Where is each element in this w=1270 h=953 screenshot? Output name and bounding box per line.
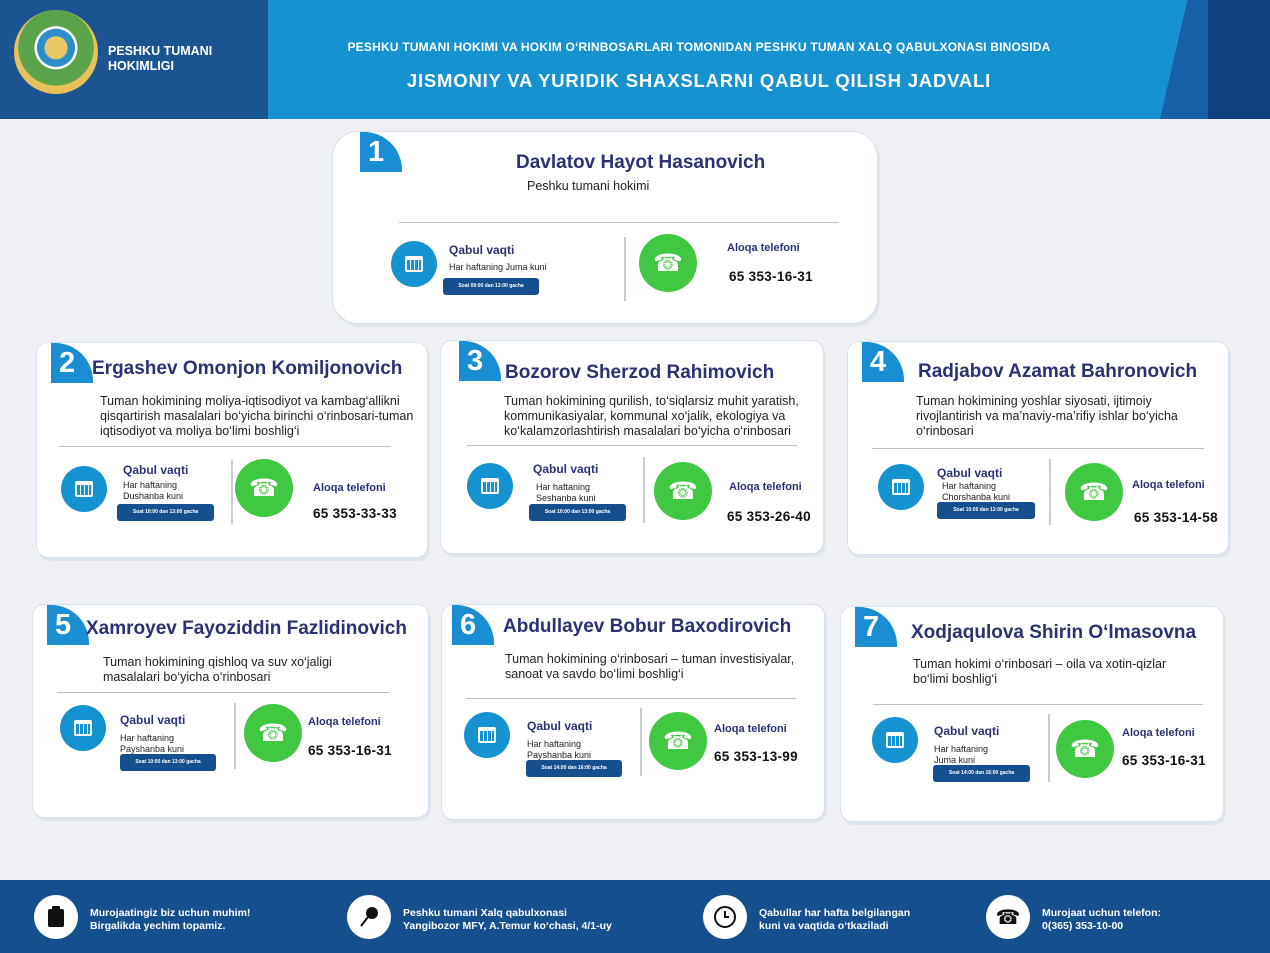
phone-icon: ☎: [649, 712, 707, 770]
footer-phone-number[interactable]: 0(365) 353-10-00: [1042, 920, 1124, 932]
card-divider: [59, 446, 391, 447]
card-vdivider: [1049, 459, 1051, 525]
state-emblem-icon: [14, 10, 98, 94]
card-divider: [467, 445, 797, 446]
reception-label: Qabul vaqti: [123, 463, 189, 477]
official-position: Tuman hokimining qurilish, to‘siqlarsiz muhit yaratish, kommunikasiyalar, kommunal xo‘jalik, ekologiya va ko‘kalamzorlashtirish masalalari bo‘yicha o‘rinbosari: [504, 394, 799, 438]
footer-address: [403, 907, 612, 933]
contact-phone[interactable]: 65 353-33-33: [313, 506, 397, 521]
official-card-7: [840, 606, 1224, 822]
contact-label: Aloqa telefoni: [714, 723, 787, 735]
reception-time: Soat 14:00 dan 16:00 gacha: [526, 760, 622, 777]
contact-phone[interactable]: 65 353-16-31: [729, 269, 813, 284]
card-vdivider: [234, 703, 236, 769]
contact-label: Aloqa telefoni: [308, 716, 381, 728]
card-number: 6: [452, 605, 494, 645]
phone-icon: ☎: [1065, 463, 1123, 521]
reception-day: Har haftaning Juma kuni: [934, 744, 989, 765]
reception-time: Soat 10:00 dan 13:00 gacha: [117, 504, 214, 521]
contact-phone[interactable]: 65 353-14-58: [1134, 510, 1218, 525]
card-vdivider: [231, 460, 233, 524]
header-subtitle: PESHKU TUMANI HOKIMI VA HOKIM O‘RINBOSARLARI TOMONIDAN PESHKU TUMAN XALQ QABULXONASI BINOSIDA: [347, 40, 1051, 54]
card-number: 4: [862, 342, 904, 382]
card-number: 3: [459, 341, 501, 381]
clock-icon: [703, 895, 747, 939]
reception-day: Har haftaning Payshanba kuni: [120, 733, 185, 754]
card-divider: [57, 692, 389, 693]
contact-label: Aloqa telefoni: [1132, 479, 1205, 491]
header-brand-panel: [0, 0, 268, 119]
official-name: Xodjaqulova Shirin O‘lmasovna: [911, 622, 1197, 643]
location-pin-icon: [347, 895, 391, 939]
card-vdivider: [643, 457, 645, 523]
official-name: Ergashev Omonjon Komiljonovich: [92, 358, 403, 379]
reception-label: Qabul vaqti: [937, 466, 1003, 480]
contact-label: Aloqa telefoni: [727, 242, 800, 254]
phone-icon: ☎: [639, 234, 697, 292]
official-card-2: [36, 342, 428, 558]
contact-phone[interactable]: 65 353-16-31: [308, 743, 392, 758]
calendar-icon: [391, 241, 437, 287]
calendar-icon: [464, 712, 510, 758]
reception-time: Soat 10:00 dan 13:00 gacha: [120, 754, 216, 771]
reception-time: Soat 10:00 dan 13:00 gacha: [937, 502, 1035, 519]
contact-label: Aloqa telefoni: [313, 482, 386, 494]
official-position: Tuman hokimining yoshlar siyosati, ijtimoiy rivojlantirish va ma’naviy-ma’rifiy ishlar bo‘yicha o‘rinbosari: [916, 394, 1178, 438]
card-divider: [466, 698, 796, 699]
footer-phone: [1042, 907, 1161, 933]
contact-label: Aloqa telefoni: [1122, 727, 1195, 739]
official-card-1: [332, 131, 878, 324]
calendar-icon: [60, 705, 106, 751]
phone-icon: ☎: [1056, 720, 1114, 778]
reception-label: Qabul vaqti: [934, 724, 1000, 738]
footer-line: Peshku tumani Xalq qabulxonasi: [403, 907, 567, 919]
reception-time: Soat 09:00 dan 13:00 gacha: [443, 278, 539, 295]
phone-icon: ☎: [986, 895, 1030, 939]
official-card-3: [440, 340, 824, 554]
contact-phone[interactable]: 65 353-13-99: [714, 749, 798, 764]
reception-day: Har haftaning Payshanba kuni: [527, 739, 592, 760]
footer-line: Murojaatingiz biz uchun muhim!: [90, 907, 251, 919]
official-position: Peshku tumani hokimi: [527, 179, 650, 193]
reception-time: Soat 10:00 dan 13:00 gacha: [529, 504, 626, 521]
card-divider: [873, 704, 1203, 705]
phone-icon: ☎: [244, 704, 302, 762]
footer-line: Yangibozor MFY, A.Temur ko‘chasi, 4/1-uy: [403, 920, 612, 932]
reception-day: Har haftaning Seshanba kuni: [536, 482, 596, 503]
card-number: 1: [360, 132, 402, 172]
official-position: Tuman hokimi o‘rinbosari – oila va xotin-qizlar bo‘limi boshlig‘i: [913, 657, 1167, 686]
official-position: Tuman hokimining o‘rinbosari – tuman investisiyalar, sanoat va savdo bo‘limi boshlig‘i: [505, 652, 795, 681]
official-name: Abdullayev Bobur Baxodirovich: [503, 616, 792, 637]
card-vdivider: [1048, 714, 1050, 782]
card-number: 7: [855, 607, 897, 647]
card-vdivider: [624, 237, 626, 301]
official-position: Tuman hokimining qishloq va suv xo‘jaligi masalalari bo‘yicha o‘rinbosari: [103, 655, 332, 684]
card-number: 5: [47, 605, 89, 645]
reception-day: Har haftaning Chorshanba kuni: [942, 481, 1011, 502]
card-divider: [399, 222, 839, 223]
footer-schedule-note: [759, 907, 910, 933]
contact-phone[interactable]: 65 353-26-40: [727, 509, 811, 524]
footer-message: [90, 907, 250, 933]
footer-line: kuni va vaqtida o‘tkaziladi: [759, 920, 889, 932]
reception-day: Har haftaning Dushanba kuni: [123, 480, 184, 501]
official-card-4: [847, 341, 1229, 555]
card-number: 2: [51, 343, 93, 383]
reception-day: Har haftaning Juma kuni: [449, 262, 547, 272]
footer-line: Murojaat uchun telefon:: [1042, 907, 1161, 919]
official-card-6: [441, 604, 825, 820]
card-vdivider: [640, 708, 642, 776]
official-name: Radjabov Azamat Bahronovich: [918, 361, 1198, 382]
reception-label: Qabul vaqti: [527, 719, 593, 733]
phone-icon: ☎: [654, 462, 712, 520]
card-divider: [872, 448, 1204, 449]
calendar-icon: [467, 463, 513, 509]
page-title: JISMONIY VA YURIDIK SHAXSLARNI QABUL QILISH JADVALI: [406, 70, 992, 91]
contact-label: Aloqa telefoni: [729, 481, 802, 493]
header-decor-stripe-dark: [1208, 0, 1270, 119]
page-header: [0, 0, 1270, 119]
official-name: Xamroyev Fayoziddin Fazlidinovich: [86, 618, 407, 639]
calendar-icon: [872, 717, 918, 763]
reception-time: Soat 14:00 dan 16:00 gacha: [933, 765, 1030, 782]
official-position: Tuman hokimining moliya-iqtisodiyot va kambag‘allikni qisqartirish masalalari bo‘yicha birinchi o‘rinbosari-tuman iqtisodiyot va moliya bo‘limi boshlig‘i: [100, 394, 414, 438]
phone-icon: ☎: [235, 459, 293, 517]
footer-line: Qabullar har hafta belgilangan: [759, 907, 911, 919]
page-footer: [0, 880, 1270, 953]
footer-line: Birgalikda yechim topamiz.: [90, 920, 226, 932]
official-card-5: [32, 604, 429, 818]
org-name: PESHKU TUMANI HOKIMLIGI: [108, 44, 213, 73]
reception-label: Qabul vaqti: [120, 713, 186, 727]
reception-label: Qabul vaqti: [449, 243, 515, 257]
reception-label: Qabul vaqti: [533, 462, 599, 476]
official-name: Davlatov Hayot Hasanovich: [516, 152, 766, 173]
calendar-icon: [878, 464, 924, 510]
official-name: Bozorov Sherzod Rahimovich: [505, 362, 775, 383]
clipboard-icon: [34, 895, 78, 939]
contact-phone[interactable]: 65 353-16-31: [1122, 753, 1206, 768]
calendar-icon: [61, 466, 107, 512]
